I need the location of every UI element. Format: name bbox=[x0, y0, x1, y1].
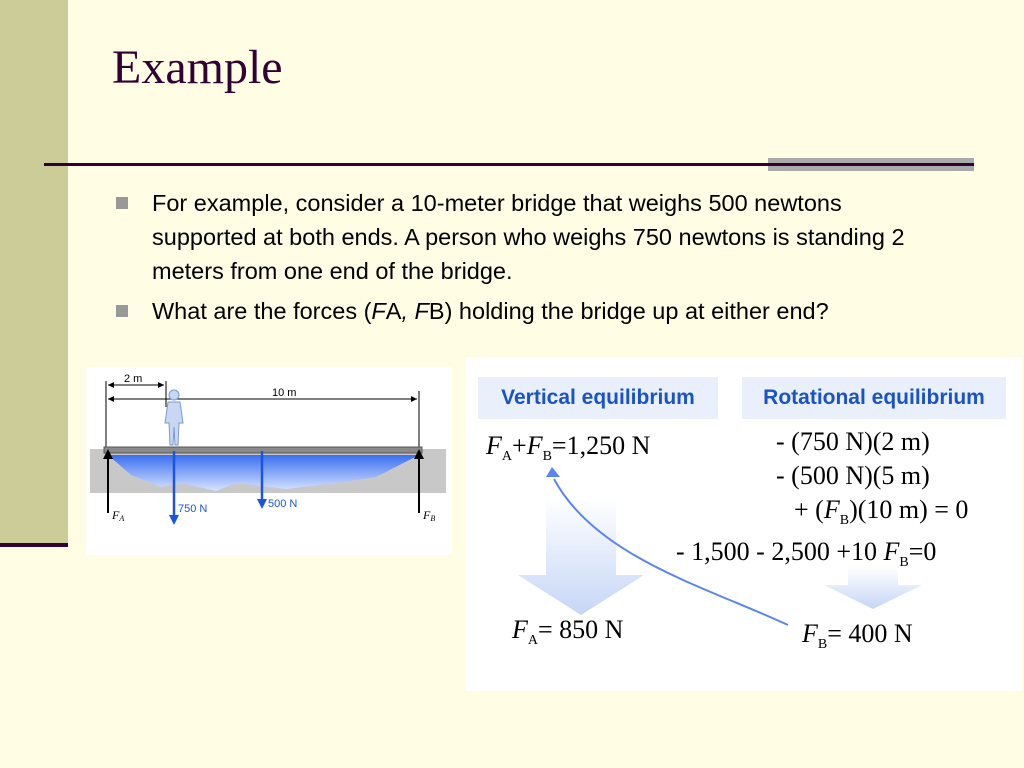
dim-2m-label: 2 m bbox=[124, 373, 143, 385]
fb-label: FB bbox=[423, 508, 436, 523]
bullet-list bbox=[116, 186, 916, 334]
bullet-text: What are the forces (FA, FB) holding the bridge up at either end? bbox=[152, 298, 829, 324]
down-arrow-right-icon bbox=[824, 567, 922, 609]
bullet-square-icon bbox=[116, 305, 128, 317]
title-divider-accent bbox=[768, 158, 974, 180]
bullet-item bbox=[116, 294, 916, 328]
bridge-diagram bbox=[86, 367, 452, 555]
rotational-line-1: - (750 N)(2 m) bbox=[776, 427, 930, 456]
left-decor-line bbox=[0, 543, 68, 547]
dim-10m-label: 10 m bbox=[272, 387, 297, 399]
equations-panel bbox=[466, 357, 1022, 691]
left-decor-bar bbox=[0, 0, 68, 545]
curve-arrowhead-icon bbox=[546, 467, 560, 477]
bullet-square-icon bbox=[116, 197, 128, 209]
vertical-equation: $F_A+F_B=1,250$ N bbox=[486, 431, 651, 464]
rotational-line-3: + $(F_B)(10$ m) = 0 bbox=[794, 495, 969, 528]
vertical-equilibrium-header: Vertical equilibrium bbox=[478, 377, 718, 419]
person-icon bbox=[165, 390, 183, 445]
fb-result: $F_B= 400$ N bbox=[802, 619, 913, 652]
slide-title: Example bbox=[112, 41, 283, 94]
force-750-label: 750 N bbox=[178, 503, 208, 515]
bridge-diagram-svg bbox=[86, 367, 452, 555]
bullet-item bbox=[116, 186, 916, 288]
fa-label: FA bbox=[112, 508, 125, 523]
fa-result: $F_A= 850$ N bbox=[512, 615, 624, 648]
arrow-750-icon bbox=[169, 515, 179, 525]
rotational-equilibrium-header: Rotational equilibrium bbox=[742, 377, 1006, 419]
combined-equation: - 1,500 - 2,500 +10 $F_B=0$ bbox=[676, 537, 937, 570]
bullet-text: For example, consider a 10-meter bridge that weighs 500 newtons supported at both ends. A person who weighs 750 newtons is standing 2 meters from one end of the bridge. bbox=[152, 190, 905, 284]
force-500-label: 500 N bbox=[268, 498, 298, 510]
rotational-line-2: - (500 N)(5 m) bbox=[776, 461, 930, 490]
arrow-500-icon bbox=[257, 499, 267, 509]
